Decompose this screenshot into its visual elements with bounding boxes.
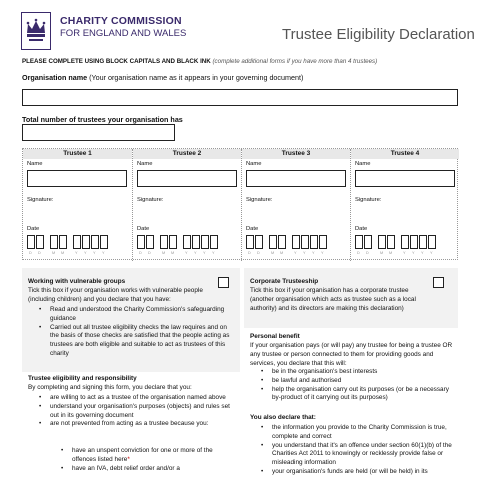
date-digit-box[interactable]: [364, 235, 372, 249]
date-digit-box[interactable]: [419, 235, 427, 249]
date-digit-hint: D: [29, 251, 32, 255]
trustee-column-2: [132, 149, 241, 261]
eligibility-list: [36, 394, 236, 429]
date-digit-box[interactable]: [36, 235, 44, 249]
date-digit-hint: Y: [212, 251, 215, 255]
trustee-grid: [22, 148, 458, 260]
trustee-name-label: Name: [355, 161, 371, 167]
date-digit-box[interactable]: [269, 235, 277, 249]
org-name-line2: FOR ENGLAND AND WALES: [60, 28, 187, 39]
date-digit-box[interactable]: [378, 235, 386, 249]
trustee-heading: Trustee 3: [242, 149, 350, 159]
date-digit-box[interactable]: [183, 235, 191, 249]
date-digit-box[interactable]: [100, 235, 108, 249]
eligibility-heading: Trustee eligibility and responsibility: [28, 375, 137, 382]
date-digit-box[interactable]: [410, 235, 418, 249]
date-digit-hint: D: [357, 251, 360, 255]
instructions: [22, 58, 377, 65]
organisation-name-field[interactable]: [22, 89, 458, 106]
trustee-signature-label: Signature:: [355, 197, 382, 203]
date-digit-hint: Y: [321, 251, 324, 255]
personal-benefit-intro: If your organisation pays (or will pay) any trustee for being a trustee OR any trustee or person connected to them for providing goods and services, you declare that this will:: [250, 342, 453, 367]
date-digit-box[interactable]: [255, 235, 263, 249]
date-digit-box[interactable]: [278, 235, 286, 249]
date-digit-hint: Y: [403, 251, 406, 255]
list-item: • have an IVA, debt relief order and/or a: [58, 465, 228, 474]
vulnerable-heading: Working with vulnerable groups: [28, 278, 126, 285]
date-digit-hint: Y: [294, 251, 297, 255]
also-declare-list: [258, 424, 458, 477]
date-digit-box[interactable]: [201, 235, 209, 249]
trustee-date-label: Date: [355, 226, 368, 232]
date-digit-hint: Y: [75, 251, 78, 255]
date-digit-hint: D: [248, 251, 251, 255]
date-digit-box[interactable]: [192, 235, 200, 249]
date-digit-box[interactable]: [50, 235, 58, 249]
organisation-name-hint: (Your organisation name as it appears in your governing document): [89, 73, 304, 82]
list-item: • understand your organisation's purposes (objects) and rules set out in its governing document: [36, 403, 236, 421]
date-digit-hint: Y: [203, 251, 206, 255]
date-digit-box[interactable]: [387, 235, 395, 249]
eligibility-intro: By completing and signing this form, you declare that you:: [28, 384, 192, 391]
trustee-signature-label: Signature:: [246, 197, 273, 203]
page-title: Trustee Eligibility Declaration: [282, 26, 475, 43]
list-item: • are willing to act as a trustee of the organisation named above: [36, 394, 236, 403]
trustee-name-label: Name: [246, 161, 262, 167]
date-digit-box[interactable]: [146, 235, 154, 249]
trustee-column-1: [23, 149, 132, 261]
date-digit-box[interactable]: [301, 235, 309, 249]
date-digit-hint: Y: [84, 251, 87, 255]
date-digit-box[interactable]: [73, 235, 81, 249]
trustee-name-field[interactable]: [137, 170, 237, 187]
trustee-count-field[interactable]: [22, 124, 175, 141]
date-digit-box[interactable]: [91, 235, 99, 249]
personal-benefit-list: [258, 368, 458, 403]
vulnerable-intro: Tick this box if your organisation works with vulnerable people (including children) and you declare that you have:: [28, 287, 203, 303]
date-digit-hint: Y: [194, 251, 197, 255]
trustee-name-label: Name: [27, 161, 43, 167]
date-digit-hint: D: [257, 251, 260, 255]
eligibility-sublist: [58, 447, 228, 473]
list-item: • Carried out all trustee eligibility checks the law requires and on the basis of those checks are satisfied that the people acting as trustees are both eligible and suitable to act as trustees of this charity: [36, 324, 236, 359]
list-item: • Read and understood the Charity Commission's safeguarding guidance: [36, 306, 236, 324]
asterisk-mark: *: [127, 455, 130, 463]
list-item: • the information you provide to the Charity Commission is true, complete and correct: [258, 424, 458, 442]
vulnerable-list: [36, 306, 236, 359]
date-digit-hint: M: [280, 251, 284, 255]
trustee-heading: Trustee 2: [133, 149, 241, 159]
date-digit-hint: M: [380, 251, 384, 255]
date-digit-hint: M: [52, 251, 56, 255]
trustee-date-label: Date: [246, 226, 259, 232]
org-name-line1: CHARITY COMMISSION: [60, 15, 182, 27]
list-item: • your organisation's funds are held (or will be held) in its: [258, 468, 458, 477]
vulnerable-groups-checkbox[interactable]: [218, 277, 229, 288]
date-digit-box[interactable]: [169, 235, 177, 249]
trustee-column-4: [350, 149, 459, 261]
list-item: • be lawful and authorised: [258, 377, 458, 386]
date-digit-hint: M: [389, 251, 393, 255]
date-digit-box[interactable]: [27, 235, 35, 249]
date-digit-hint: D: [38, 251, 41, 255]
date-digit-hint: Y: [185, 251, 188, 255]
date-digit-box[interactable]: [59, 235, 67, 249]
list-item: • are not prevented from acting as a trustee because you:: [36, 420, 236, 429]
list-item: [58, 447, 228, 465]
date-digit-box[interactable]: [428, 235, 436, 249]
trustee-heading: Trustee 4: [351, 149, 459, 159]
date-digit-hint: Y: [412, 251, 415, 255]
date-digit-hint: D: [366, 251, 369, 255]
vulnerable-groups-section: [22, 268, 240, 480]
organisation-name-label: [22, 73, 303, 82]
date-digit-hint: D: [148, 251, 151, 255]
date-digit-box[interactable]: [82, 235, 90, 249]
date-digit-hint: Y: [421, 251, 424, 255]
date-digit-hint: Y: [303, 251, 306, 255]
trustee-signature-label: Signature:: [137, 197, 164, 203]
trustee-signature-label: Signature:: [27, 197, 54, 203]
trustee-name-field[interactable]: [355, 170, 455, 187]
date-digit-hint: Y: [430, 251, 433, 255]
date-digit-hint: Y: [102, 251, 105, 255]
trustee-count-label: Total number of trustees your organisation has: [22, 115, 183, 124]
list-item: • be in the organisation's best interests: [258, 368, 458, 377]
corporate-text: Tick this box if your organisation has a corporate trustee (another organisation which acts as trustee such as a local authority) and its directors are making this declaration): [250, 287, 416, 312]
date-digit-hint: D: [139, 251, 142, 255]
list-item: • help the organisation carry out its purposes (or be a necessary by-product of it carrying out its purposes): [258, 386, 458, 404]
organisation-name-label-text: Organisation name: [22, 73, 88, 82]
eligibility-section: [22, 372, 240, 480]
trustee-name-field[interactable]: [246, 170, 346, 187]
personal-benefit-heading: Personal benefit: [250, 333, 300, 340]
date-digit-box[interactable]: [310, 235, 318, 249]
corporate-trustee-checkbox[interactable]: [433, 277, 444, 288]
date-digit-hint: M: [61, 251, 65, 255]
date-digit-box[interactable]: [292, 235, 300, 249]
date-digit-box[interactable]: [137, 235, 145, 249]
instructions-main: PLEASE COMPLETE USING BLOCK CAPITALS AND BLACK INK: [22, 58, 211, 65]
corporate-trusteeship-section: [244, 268, 458, 328]
trustee-column-3: [241, 149, 350, 261]
date-digit-hint: Y: [93, 251, 96, 255]
corporate-heading: Corporate Trusteeship: [250, 278, 319, 285]
date-digit-box[interactable]: [246, 235, 254, 249]
date-digit-hint: M: [171, 251, 175, 255]
trustee-date-label: Date: [137, 226, 150, 232]
date-digit-hint: M: [162, 251, 166, 255]
trustee-name-label: Name: [137, 161, 153, 167]
trustee-name-field[interactable]: [27, 170, 127, 187]
date-digit-box[interactable]: [355, 235, 363, 249]
trustee-heading: Trustee 1: [23, 149, 132, 159]
date-digit-box[interactable]: [401, 235, 409, 249]
date-digit-hint: Y: [312, 251, 315, 255]
crown-icon: [24, 17, 48, 45]
list-item: • you understand that it's an offence under section 60(1)(b) of the Charities Act 2011 to knowingly or recklessly provide false or misleading information: [258, 442, 458, 468]
subitem-text: have an unspent conviction for one or more of the offences listed here: [72, 447, 213, 463]
date-digit-box[interactable]: [210, 235, 218, 249]
charity-commission-logo: [21, 12, 51, 50]
also-declare-heading: You also declare that:: [250, 414, 316, 421]
instructions-note: (complete additional forms if you have more than 4 trustees): [212, 58, 378, 65]
date-digit-box[interactable]: [160, 235, 168, 249]
date-digit-hint: M: [271, 251, 275, 255]
trustee-date-label: Date: [27, 226, 40, 232]
date-digit-box[interactable]: [319, 235, 327, 249]
